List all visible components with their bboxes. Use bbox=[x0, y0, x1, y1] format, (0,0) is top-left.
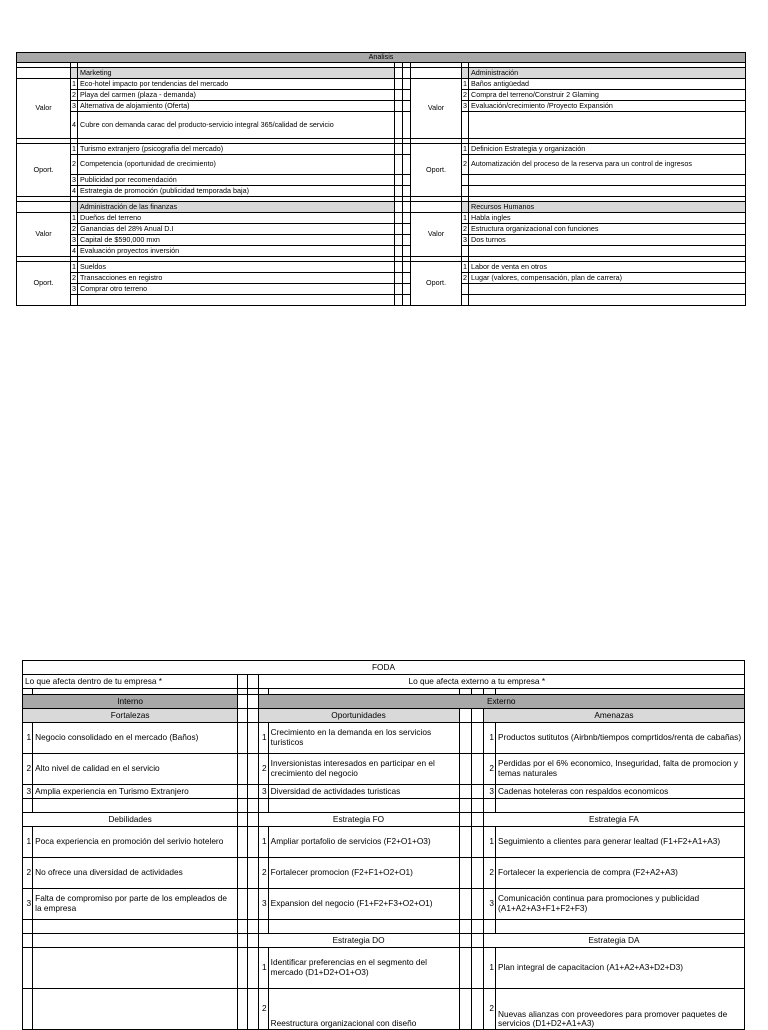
oportunidad-item: Inversionistas interesados en participar en el crecimiento del negocio bbox=[268, 754, 459, 785]
estrategia-fo-header: Estrategia FO bbox=[258, 813, 459, 827]
marketing-valor-item: Playa del carmen (plaza - demanda) bbox=[78, 90, 395, 101]
finanzas-oport-label: Oport. bbox=[17, 262, 71, 306]
externo-description: Lo que afecta externo a tu empresa * bbox=[258, 675, 744, 689]
amenaza-item: Perdidas por el 6% economico, Inseguridad, falta de promocion y temas naturales bbox=[496, 754, 745, 785]
marketing-oport-item: Competencia (oportunidad de crecimiento) bbox=[78, 155, 395, 175]
dentro-label: Lo que afecta dentro de tu empresa * bbox=[23, 675, 238, 689]
marketing-oport-label: Oport. bbox=[17, 144, 71, 197]
oportunidad-item: Diversidad de actividades turisticas bbox=[268, 785, 459, 799]
item-number: 3 bbox=[258, 785, 268, 799]
finanzas-valor-item: Ganancias del 28% Anual D.I bbox=[78, 224, 395, 235]
item-number: 1 bbox=[72, 143, 76, 153]
marketing-title: Marketing bbox=[78, 68, 395, 79]
administracion-title: Administración bbox=[469, 68, 746, 79]
item-number: 3 bbox=[463, 234, 467, 244]
item-number: 2 bbox=[258, 858, 268, 889]
finanzas-oport-item: Sueldos bbox=[78, 262, 395, 273]
oportunidades-header: Oportunidades bbox=[258, 709, 459, 723]
estrategia-do-item: Reestructura organizacional con diseño bbox=[268, 989, 459, 1030]
finanzas-oport-item: Transacciones en registro bbox=[78, 273, 395, 284]
debilidad-item: No ofrece una diversidad de actividades bbox=[33, 858, 238, 889]
item-number: 1 bbox=[463, 261, 467, 271]
rrhh-oport-label: Oport. bbox=[411, 262, 462, 306]
item-number: 2 bbox=[71, 155, 78, 175]
analisis-title: Analisis bbox=[17, 53, 746, 63]
item-number: 2 bbox=[483, 989, 495, 1030]
item-number: 1 bbox=[72, 78, 76, 88]
rrhh-oport-item: Lugar (valores, compensación, plan de carrera) bbox=[469, 273, 746, 284]
foda-title: FODA bbox=[23, 661, 745, 675]
item-number: 3 bbox=[483, 785, 495, 799]
item-number: 3 bbox=[258, 889, 268, 920]
amenaza-item: Cadenas hoteleras con respaldos economicos bbox=[496, 785, 745, 799]
item-number: 3 bbox=[23, 889, 33, 920]
interno-header: Interno bbox=[23, 695, 238, 709]
item-number: 2 bbox=[463, 272, 467, 282]
marketing-valor-label: Valor bbox=[17, 79, 71, 139]
item-number: 1 bbox=[258, 723, 268, 754]
finanzas-valor-item: Capital de $590,000 mxn bbox=[78, 235, 395, 246]
item-number: 3 bbox=[72, 234, 76, 244]
finanzas-title: Administración de las finanzas bbox=[78, 202, 395, 213]
item-number: 1 bbox=[258, 827, 268, 858]
estrategia-da-header: Estrategia DA bbox=[483, 934, 744, 948]
item-number: 1 bbox=[483, 827, 495, 858]
item-number: 2 bbox=[463, 89, 467, 99]
item-number: 1 bbox=[463, 212, 467, 222]
item-number: 1 bbox=[23, 827, 33, 858]
rrhh-valor-label: Valor bbox=[411, 213, 462, 257]
item-number: 1 bbox=[463, 143, 467, 153]
administracion-valor-item: Baños antigüedad bbox=[469, 79, 746, 90]
item-number: 2 bbox=[483, 754, 495, 785]
debilidad-item: Poca experiencia en promoción del serivio hotelero bbox=[33, 827, 238, 858]
rrhh-valor-item: Habla ingles bbox=[469, 213, 746, 224]
fortalezas-header: Fortalezas bbox=[23, 709, 238, 723]
estrategia-fo-item: Ampliar portafolio de servicios (F2+O1+O3) bbox=[268, 827, 459, 858]
administracion-valor-label: Valor bbox=[411, 79, 462, 139]
item-number: 1 bbox=[258, 948, 268, 989]
item-number: 3 bbox=[23, 785, 33, 799]
debilidades-header: Debilidades bbox=[23, 813, 238, 827]
marketing-oport-item: Estrategia de promoción (publicidad temporada baja) bbox=[78, 186, 395, 197]
marketing-oport-item: Turismo extranjero (psicografía del mercado) bbox=[78, 144, 395, 155]
estrategia-fa-header: Estrategia FA bbox=[483, 813, 744, 827]
item-number: 2 bbox=[72, 89, 76, 99]
item-number: 1 bbox=[463, 78, 467, 88]
item-number: 1 bbox=[483, 723, 495, 754]
finanzas-valor-item: Dueños del terreno bbox=[78, 213, 395, 224]
finanzas-valor-label: Valor bbox=[17, 213, 71, 257]
estrategia-fa-item: Fortalecer la experiencia de compra (F2+A2+A3) bbox=[496, 858, 745, 889]
estrategia-fa-item: Seguimiento a clientes para generar lealtad (F1+F2+A1+A3) bbox=[496, 827, 745, 858]
rrhh-valor-item: Dos turnos bbox=[469, 235, 746, 246]
item-number: 1 bbox=[72, 261, 76, 271]
fortaleza-item: Alto nivel de calidad en el servicio bbox=[33, 754, 238, 785]
rrhh-title: Recursos Humanos bbox=[469, 202, 746, 213]
marketing-valor-item: Alternativa de alojamiento (Oferta) bbox=[78, 101, 395, 112]
item-number: 2 bbox=[72, 272, 76, 282]
item-number: 3 bbox=[72, 283, 76, 293]
marketing-valor-item: Cubre con demanda carac del producto-servicio integral 365/calidad de servicio bbox=[78, 112, 395, 139]
item-number: 2 bbox=[23, 754, 33, 785]
finanzas-valor-item: Evaluación proyectos inversión bbox=[78, 246, 395, 257]
administracion-valor-item: Evaluación/crecimiento /Proyecto Expansión bbox=[469, 101, 746, 112]
item-number: 2 bbox=[72, 223, 76, 233]
item-number: 2 bbox=[463, 223, 467, 233]
item-number: 3 bbox=[483, 889, 495, 920]
estrategia-fo-item: Fortalecer promocion (F2+F1+O2+O1) bbox=[268, 858, 459, 889]
marketing-oport-item: Publicidad por recomendación bbox=[78, 175, 395, 186]
estrategia-fa-item: Comunicación continua para promociones y publicidad (A1+A2+A3+F1+F2+F3) bbox=[496, 889, 745, 920]
administracion-valor-item: Compra del terreno/Construir 2 Glaming bbox=[469, 90, 746, 101]
foda-table bbox=[22, 660, 745, 1030]
estrategia-da-item: Nuevas alianzas con proveedores para promover paquetes de servicios (D1+D2+A1+A3) bbox=[496, 989, 745, 1030]
item-number: 4 bbox=[72, 245, 76, 255]
estrategia-do-header: Estrategia DO bbox=[258, 934, 459, 948]
fortaleza-item: Negocio consolidado en el mercado (Baños) bbox=[33, 723, 238, 754]
item-number: 4 bbox=[72, 185, 76, 195]
administracion-oport-label: Oport. bbox=[411, 144, 462, 197]
amenazas-header: Amenazas bbox=[483, 709, 744, 723]
estrategia-do-item: Identificar preferencias en el segmento del mercado (D1+D2+O1+O3) bbox=[268, 948, 459, 989]
rrhh-oport-item: Labor de venta en otros bbox=[469, 262, 746, 273]
item-number: 3 bbox=[72, 100, 76, 110]
item-number: 2 bbox=[258, 989, 268, 1030]
item-number: 1 bbox=[483, 948, 495, 989]
finanzas-oport-item: Comprar otro terreno bbox=[78, 284, 395, 295]
administracion-oport-item: Automatización del proceso de la reserva para un control de ingresos bbox=[469, 155, 746, 175]
item-number: 1 bbox=[23, 723, 33, 754]
analisis-table bbox=[16, 52, 746, 306]
item-number: 1 bbox=[72, 212, 76, 222]
oportunidad-item: Crecimiento en la demanda en los servicios turisticos bbox=[268, 723, 459, 754]
marketing-valor-item: Eco-hotel impacto por tendencias del mercado bbox=[78, 79, 395, 90]
item-number: 3 bbox=[72, 174, 76, 184]
estrategia-fo-item: Expansion del negocio (F1+F2+F3+O2+O1) bbox=[268, 889, 459, 920]
fortaleza-item: Amplia experiencia en Turismo Extranjero bbox=[33, 785, 238, 799]
estrategia-da-item: Plan integral de capacitacion (A1+A2+A3+D2+D3) bbox=[496, 948, 745, 989]
debilidad-item: Falta de compromiso por parte de los empleados de la empresa bbox=[33, 889, 238, 920]
item-number: 2 bbox=[462, 155, 469, 175]
rrhh-valor-item: Estructura organizacional con funciones bbox=[469, 224, 746, 235]
item-number: 2 bbox=[23, 858, 33, 889]
item-number: 3 bbox=[463, 100, 467, 110]
administracion-oport-item: Definicion Estrategia y organización bbox=[469, 144, 746, 155]
item-number: 4 bbox=[71, 112, 78, 139]
item-number: 2 bbox=[258, 754, 268, 785]
externo-header: Externo bbox=[258, 695, 744, 709]
item-number: 2 bbox=[483, 858, 495, 889]
amenaza-item: Productos sutitutos (Airbnb/tiempos comprtidos/renta de cabañas) bbox=[496, 723, 745, 754]
